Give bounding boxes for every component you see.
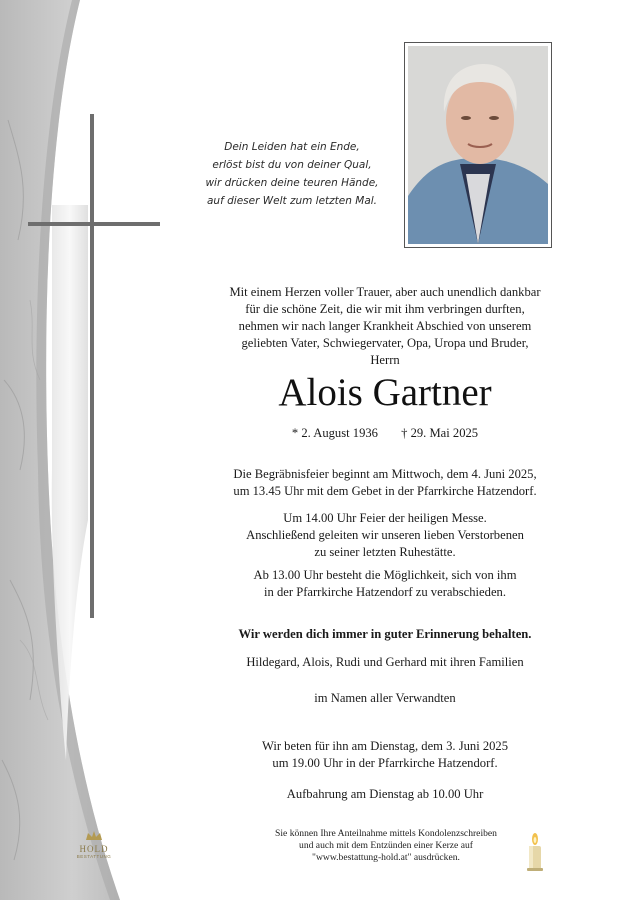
family-names bbox=[200, 654, 570, 671]
poem bbox=[176, 138, 408, 210]
logo-word: HOLD bbox=[79, 844, 109, 854]
funeral-home-logo bbox=[72, 830, 116, 860]
funeral-line: Die Begräbnisfeier beginnt am Mittwoch, dem 4. Juni 2025, bbox=[233, 467, 537, 481]
prayer-line: um 19.00 Uhr in der Pfarrkirche Hatzendorf. bbox=[272, 756, 498, 770]
intro-line: nehmen wir nach langer Krankheit Abschied von unserem bbox=[238, 319, 532, 333]
viewing-info bbox=[200, 786, 570, 803]
poem-line: erlöst bist du von deiner Qual, bbox=[212, 159, 372, 171]
crown-icon bbox=[85, 830, 103, 842]
intro-line: geliebten Vater, Schwiegervater, Opa, Uropa und Bruder, bbox=[241, 336, 529, 350]
poem-line: wir drücken deine teuren Hände, bbox=[205, 177, 379, 189]
candle-icon bbox=[524, 832, 546, 872]
farewell-info bbox=[200, 567, 570, 601]
mass-info bbox=[200, 510, 570, 561]
intro-line: Herrn bbox=[370, 353, 400, 367]
relatives-note bbox=[200, 690, 570, 707]
poem-line: Dein Leiden hat ein Ende, bbox=[224, 141, 360, 153]
farewell-line: in der Pfarrkirche Hatzendorf zu verabschieden. bbox=[264, 585, 506, 599]
funeral-info bbox=[200, 466, 570, 500]
birth-date: * 2. August 1936 bbox=[291, 426, 378, 440]
condolence-line: Sie können Ihre Anteilnahme mittels Kondolenzschreiben bbox=[275, 828, 497, 839]
prayer-info bbox=[200, 738, 570, 772]
viewing-text: Aufbahrung am Dienstag ab 10.00 Uhr bbox=[286, 787, 484, 801]
relatives-text: im Namen aller Verwandten bbox=[314, 691, 456, 705]
deceased-name: Alois Gartner bbox=[278, 371, 492, 414]
prayer-line: Wir beten für ihn am Dienstag, dem 3. Juni 2025 bbox=[261, 739, 509, 753]
mass-line: zu seiner letzten Ruhestätte. bbox=[314, 545, 456, 559]
life-dates bbox=[200, 425, 570, 442]
mass-line: Anschließend geleiten wir unseren lieben Verstorbenen bbox=[246, 528, 524, 542]
portrait-photo bbox=[404, 42, 552, 248]
intro-text bbox=[200, 284, 570, 369]
condolence-line: "www.bestattung-hold.at" ausdrücken. bbox=[312, 852, 460, 863]
cross-icon bbox=[28, 114, 160, 618]
funeral-line: um 13.45 Uhr mit dem Gebet in der Pfarrkirche Hatzendorf. bbox=[233, 484, 537, 498]
farewell-line: Ab 13.00 Uhr besteht die Möglichkeit, sich von ihm bbox=[253, 568, 517, 582]
condolence-note bbox=[236, 828, 536, 864]
intro-line: Mit einem Herzen voller Trauer, aber auch unendlich dankbar bbox=[229, 285, 541, 299]
family-text: Hildegard, Alois, Rudi und Gerhard mit ihren Familien bbox=[246, 655, 524, 669]
logo-subtitle: BESTATTUNG bbox=[76, 854, 112, 859]
poem-line: auf dieser Welt zum letzten Mal. bbox=[206, 195, 378, 207]
mass-line: Um 14.00 Uhr Feier der heiligen Messe. bbox=[283, 511, 487, 525]
portrait-image bbox=[408, 46, 548, 244]
memory-text: Wir werden dich immer in guter Erinnerung behalten. bbox=[238, 627, 532, 641]
memory-line bbox=[200, 626, 570, 643]
death-date: † 29. Mai 2025 bbox=[401, 426, 479, 440]
condolence-line: und auch mit dem Entzünden einer Kerze auf bbox=[299, 840, 473, 851]
intro-line: für die schöne Zeit, die wir mit ihm verbringen durften, bbox=[245, 302, 525, 316]
